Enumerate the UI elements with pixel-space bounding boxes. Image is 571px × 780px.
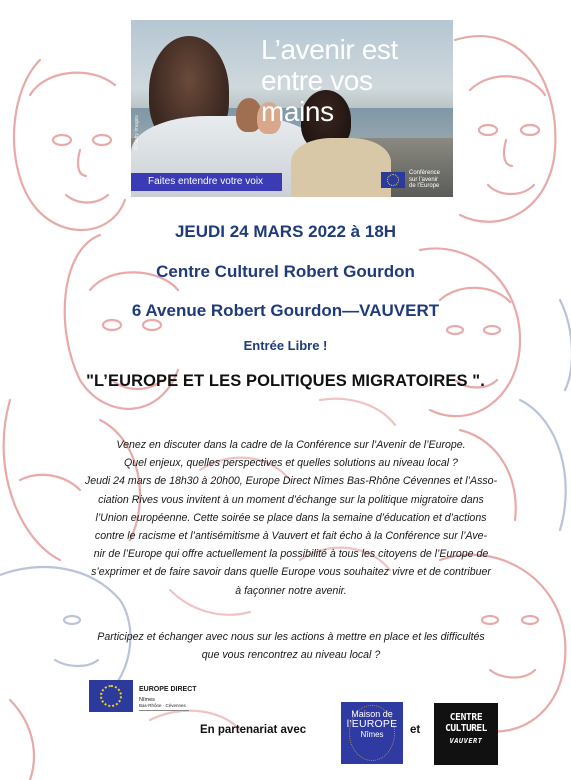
description-line: contre le racisme et l’antisémitisme à Vauvert et fait écho à la Conférence sur l’Ave-	[94, 530, 488, 543]
hero-cta-bar: Faites entendre votre voix	[131, 173, 282, 191]
hero-title: L’avenir est entre vos mains	[261, 34, 398, 127]
event-address: 6 Avenue Robert Gourdon—VAUVERT	[131, 301, 440, 320]
description-line: l’Union européenne. Cette soirée se place dans la semaine d’éducation et d’actions	[95, 511, 487, 524]
description-line: Venez en discuter dans la cadre de la Conférence sur l’Avenir de l’Europe.	[116, 439, 466, 451]
event-entry: Entrée Libre !	[243, 338, 328, 353]
hero-banner	[131, 20, 453, 197]
eu-flag-icon	[381, 172, 405, 188]
cc-logo-line3: VAUVERT	[449, 737, 483, 745]
photo-credit: © Getty Images	[134, 115, 140, 150]
maison-logo-line1: Maison de	[351, 709, 393, 719]
hero-person-4-body	[291, 138, 391, 197]
and-label: et	[410, 724, 421, 736]
description-line: Quel enjeux, quelles perspectives et quelles solutions au niveau local ?	[124, 457, 458, 470]
event-closing	[66, 628, 516, 664]
maison-logo-line2: l’EUROPE	[346, 718, 398, 730]
eu-stars-icon	[349, 705, 395, 761]
eu-flag-icon	[89, 680, 133, 712]
europe-direct-logo	[89, 680, 197, 712]
europe-direct-name: EUROPE DIRECT	[139, 686, 197, 693]
europe-direct-region: Bas-Rhône · Cévennes	[139, 703, 186, 708]
closing-line: que vous rencontrez au niveau local ?	[201, 649, 381, 662]
europe-direct-city: Nîmes	[139, 697, 155, 703]
divider	[139, 710, 189, 711]
hero-badge	[381, 170, 443, 190]
maison-logo-line3: Nîmes	[360, 730, 384, 739]
maison-de-leurope-logo	[341, 702, 403, 764]
event-venue: Centre Culturel Robert Gourdon	[156, 262, 415, 281]
event-topic: "L’EUROPE ET LES POLITIQUES MIGRATOIRES ".	[86, 372, 485, 390]
description-line: à façonner notre avenir.	[235, 584, 347, 597]
description-line: nir de l’Europe qui offre actuellement la possibilité à tous les citoyens de l’Europe de	[93, 548, 489, 561]
description-line: Jeudi 24 mars de 18h30 à 20h00, Europe Direct Nîmes Bas-Rhône Cévennes et l’Asso-	[84, 475, 498, 488]
centre-culturel-logo	[434, 703, 498, 765]
cc-logo-line1: CENTRE	[449, 712, 483, 723]
closing-line: Participez et échanger avec nous sur les actions à mettre en place et les difficultés	[97, 631, 485, 643]
partner-label: En partenariat avec	[200, 724, 307, 736]
description-line: s’exprimer et de faire savoir dans quelle Europe vous souhaitez vivre et de contribuer	[91, 566, 491, 579]
event-date: JEUDI 24 MARS 2022 à 18H	[174, 222, 397, 241]
description-line: ciation Rives vous invitent à un moment d’échange sur la politique migratoire dans	[98, 493, 484, 506]
cc-logo-line2: CULTUREL	[445, 723, 487, 734]
event-description	[66, 436, 516, 600]
hero-badge-text: Conférence sur l’avenir de l’Europe	[409, 170, 441, 189]
